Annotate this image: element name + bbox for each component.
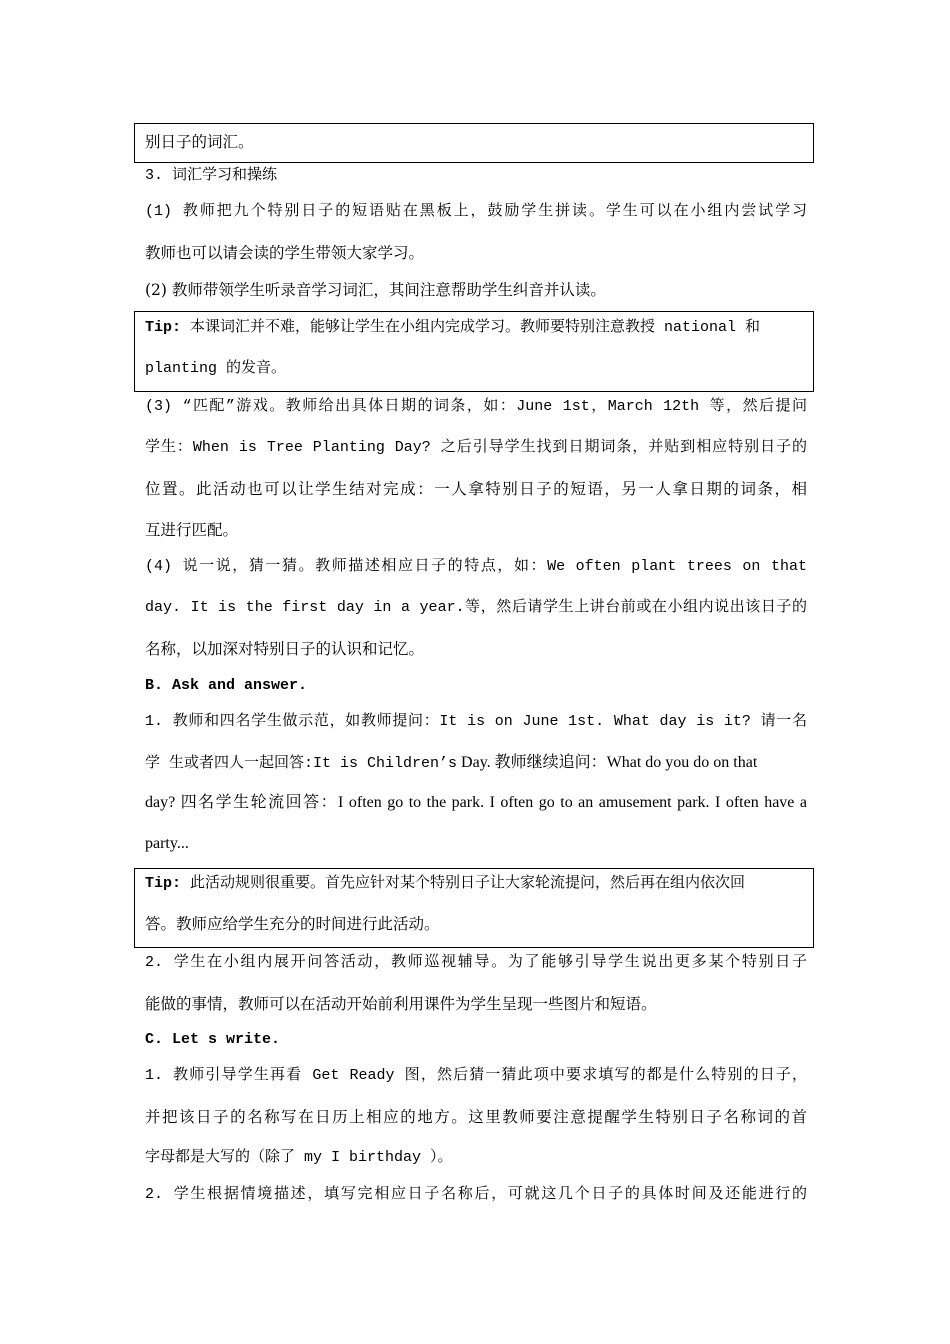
paragraph-b1-line-2: 学 生或者四人一起回答:It is Children’s Day. 教师继续追问：What do you do on that: [145, 754, 758, 772]
tip-box-2-line-2: 答。教师应给学生充分的时间进行此活动。: [145, 915, 440, 933]
paragraph-step-4-line-1: (4) 说一说，猜一猜。教师描述相应日子的特点，如：We often plant trees on that: [145, 558, 807, 575]
tip-label: Tip:: [145, 875, 182, 892]
paragraph-c1-line-2: 并把该日子的名称写在日历上相应的地方。这里教师要注意提醒学生特别日子名称词的首: [145, 1108, 807, 1126]
paragraph-c2-line-1: 2. 学生根据情境描述，填写完相应日子名称后，可就这几个日子的具体时间及还能进行的: [145, 1186, 807, 1203]
paragraph-step-3-line-1: (3) “匹配”游戏。教师给出具体日期的词条，如：June 1st，March 12th 等，然后提问: [145, 398, 807, 415]
paragraph-step-3-line-4: 互进行匹配。: [145, 521, 239, 539]
paragraph-b2-line-1: 2. 学生在小组内展开问答活动，教师巡视辅导。为了能够引导学生说出更多某个特别日子: [145, 954, 807, 971]
paragraph-step-3-line-2: 学生：When is Tree Planting Day? 之后引导学生找到日期词条，并贴到相应特别日子的: [145, 439, 807, 456]
tip-text: 本课词汇并不难，能够让学生在小组内完成学习。教师要特别注意教授 national 和: [181, 319, 761, 336]
tip-box-1-line-2: planting 的发音。: [145, 360, 287, 377]
paragraph-b1-line-4: party...: [145, 835, 189, 852]
section-heading-ask-and-answer: B. Ask and answer.: [145, 677, 308, 694]
note-box-text: 别日子的词汇。: [145, 133, 254, 151]
tip-box-2-line-1: [145, 874, 805, 894]
tip-label: Tip:: [145, 319, 182, 336]
paragraph-c1-line-3: 字母都是大写的（除了 my I birthday ）。: [145, 1149, 453, 1166]
section-heading-vocabulary: 3. 词汇学习和操练: [145, 167, 278, 184]
paragraph-step-1-line-2: 教师也可以请会读的学生带领大家学习。: [145, 244, 425, 262]
paragraph-b2-line-2: 能做的事情，教师可以在活动开始前利用课件为学生呈现一些图片和短语。: [145, 995, 657, 1013]
tip-box-1-line-1: [145, 318, 805, 338]
paragraph-step-2: (2) 教师带领学生听录音学习词汇，其间注意帮助学生纠音并认读。: [145, 281, 606, 299]
tip-box-2: [134, 868, 814, 948]
paragraph-b1-line-3: day? 四名学生轮流回答：I often go to the park. I often go to an amusement park. I often have a: [145, 794, 807, 811]
paragraph-step-4-line-3: 名称，以加深对特别日子的认识和记忆。: [145, 640, 425, 658]
paragraph-step-4-line-2: day. It is the first day in a year.等，然后请学生上讲台前或在小组内说出该日子的: [145, 599, 807, 616]
paragraph-step-3-line-3: 位置。此活动也可以让学生结对完成：一人拿特别日子的短语，另一人拿日期的词条，相: [145, 480, 807, 498]
paragraph-c1-line-1: 1. 教师引导学生再看 Get Ready 图，然后猜一猜此项中要求填写的都是什么特别的日子，: [145, 1067, 807, 1084]
paragraph-step-1-line-1: (1) 教师把九个特别日子的短语贴在黑板上，鼓励学生拼读。学生可以在小组内尝试学习: [145, 203, 807, 220]
tip-text: 此活动规则很重要。首先应针对某个特别日子让大家轮流提问，然后再在组内依次回: [181, 875, 746, 892]
tip-box-1: [134, 311, 814, 392]
paragraph-b1-line-1: 1. 教师和四名学生做示范，如教师提问：It is on June 1st. What day is it? 请一名: [145, 713, 807, 730]
section-heading-lets-write: C. Let s write.: [145, 1031, 281, 1048]
note-box-continued: [134, 123, 814, 163]
